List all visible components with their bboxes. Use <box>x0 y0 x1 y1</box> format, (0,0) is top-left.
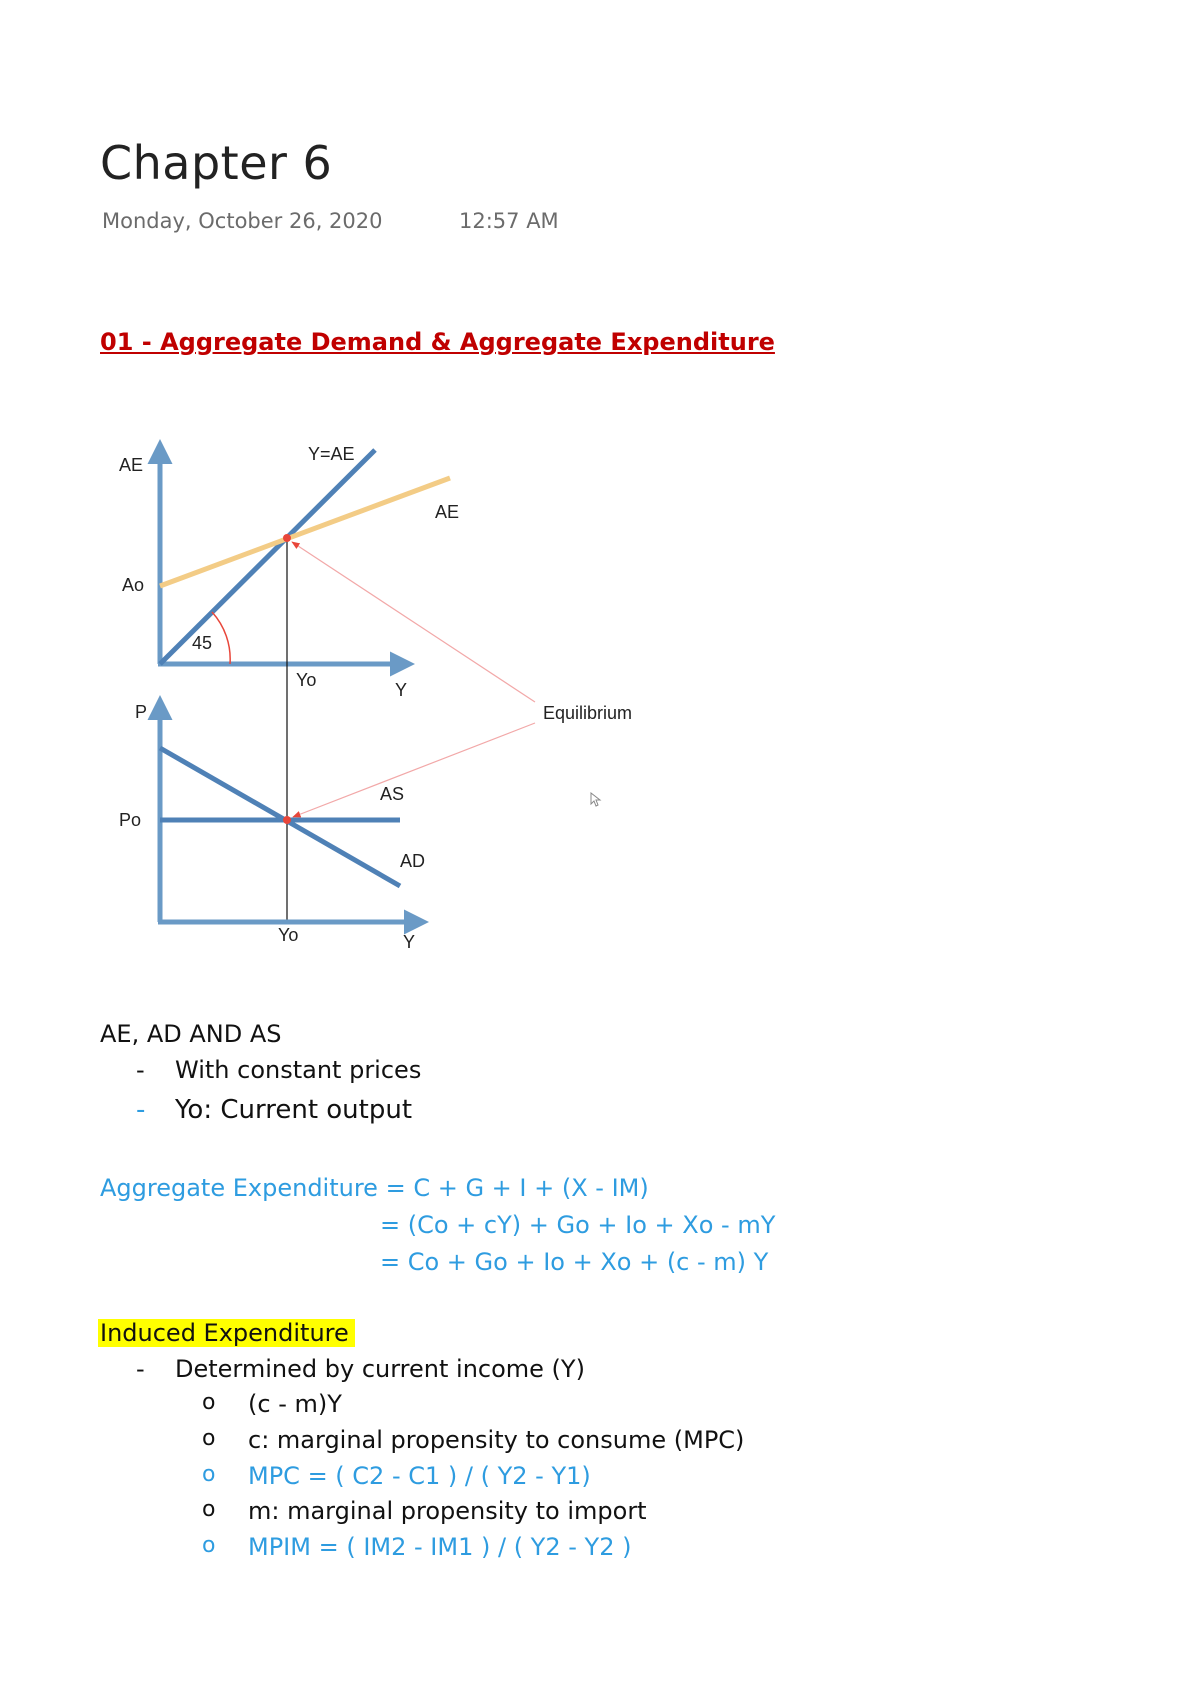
top-x-axis-label: Y <box>395 680 408 700</box>
pointer-top <box>292 542 535 702</box>
ad-label: AD <box>400 851 426 871</box>
sub-list-item-text: MPIM = ( IM2 - IM1 ) / ( Y2 - Y2 ) <box>248 1533 632 1561</box>
section-heading: 01 - Aggregate Demand & Aggregate Expenditure <box>100 328 775 356</box>
page-time: 12:57 AM <box>459 209 559 233</box>
list-item-text: Determined by current income (Y) <box>175 1355 585 1383</box>
pointer-bottom <box>293 723 535 817</box>
bottom-x-axis-label: Y <box>403 932 416 952</box>
highlighted-heading: Induced Expenditure <box>98 1319 355 1347</box>
bottom-output-label: Yo <box>278 925 299 945</box>
angle-label: 45 <box>192 633 213 653</box>
line-45-label: Y=AE <box>308 444 355 464</box>
ae-line <box>160 478 450 586</box>
dash-bullet: - <box>136 1095 146 1125</box>
bottom-y-axis-label: P <box>135 702 148 722</box>
ae-ad-diagram <box>100 430 660 960</box>
bottom-equilibrium-marker <box>283 816 291 824</box>
list-item-text: With constant prices <box>175 1056 422 1084</box>
price-label: Po <box>119 810 142 830</box>
sub-list-item-text: MPC = ( C2 - C1 ) / ( Y2 - Y1) <box>248 1462 591 1490</box>
intercept-label: Ao <box>122 575 145 595</box>
mouse-cursor-icon <box>590 792 602 808</box>
page-date: Monday, October 26, 2020 <box>102 209 383 233</box>
dash-bullet: - <box>136 1056 145 1084</box>
sub-list-item-text: c: marginal propensity to consume (MPC) <box>248 1426 745 1454</box>
intro-heading: AE, AD AND AS <box>100 1020 282 1048</box>
circle-bullet: o <box>202 1426 216 1451</box>
circle-bullet: o <box>202 1533 216 1558</box>
sub-list-item-text: m: marginal propensity to import <box>248 1497 647 1525</box>
angle-arc <box>212 612 230 664</box>
line-45-degree <box>160 450 375 664</box>
ad-line <box>160 748 400 886</box>
circle-bullet: o <box>202 1462 216 1487</box>
top-output-label: Yo <box>296 670 317 690</box>
page-title: Chapter 6 <box>100 136 333 190</box>
circle-bullet: o <box>202 1390 216 1415</box>
formula-line-3: = Co + Go + Io + Xo + (c - m) Y <box>380 1248 769 1276</box>
top-equilibrium-marker <box>283 534 291 542</box>
top-y-axis-label: AE <box>119 455 144 475</box>
list-item-text: Yo: Current output <box>175 1095 413 1125</box>
dash-bullet: - <box>136 1355 145 1383</box>
formula-line-2: = (Co + cY) + Go + Io + Xo - mY <box>380 1211 776 1239</box>
page-meta <box>102 209 559 233</box>
induced-heading <box>100 1315 355 1351</box>
equilibrium-label: Equilibrium <box>543 703 633 723</box>
circle-bullet: o <box>202 1497 216 1522</box>
ae-line-label: AE <box>435 502 460 522</box>
as-label: AS <box>380 784 405 804</box>
sub-list-item-text: (c - m)Y <box>248 1390 342 1418</box>
formula-line-1: Aggregate Expenditure = C + G + I + (X - IM) <box>100 1174 649 1202</box>
